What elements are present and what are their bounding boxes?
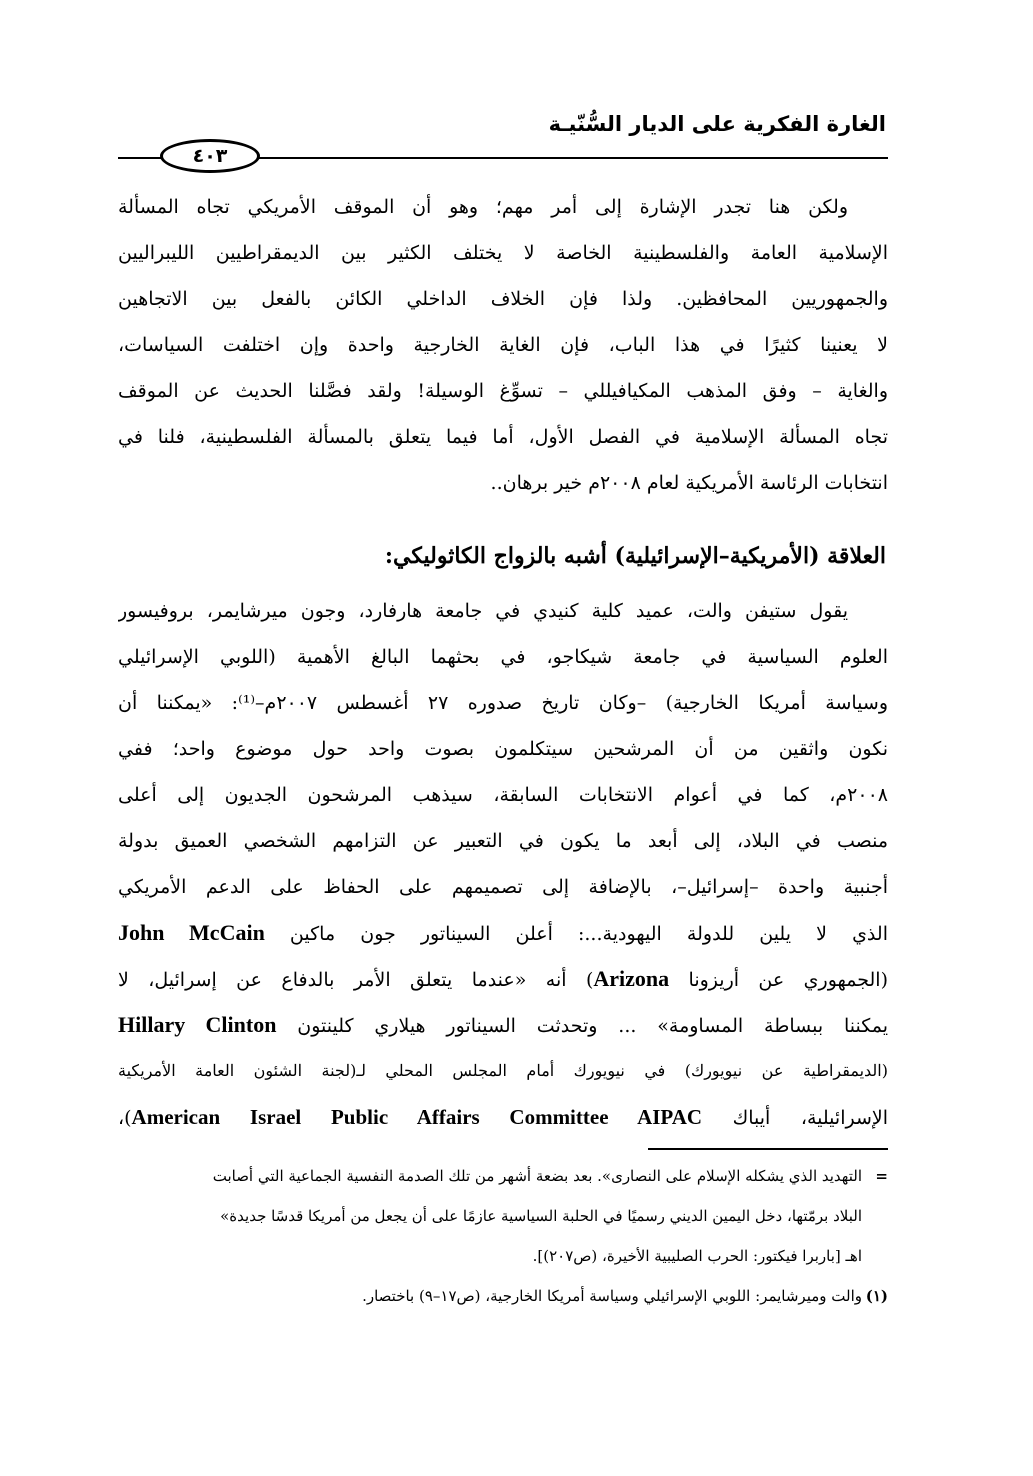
text-line: العلوم السياسية في جامعة شيكاجو، في بحثهما البالغ الأهمية (اللوبي الإسرائيلي — [118, 646, 888, 668]
text-line: تجاه المسألة الإسلامية في الفصل الأول، أما فيما يتعلق بالمسألة الفلسطينية، فلنا في — [118, 426, 888, 448]
text-line: ولكن هنا تجدر الإشارة إلى أمر مهم؛ وهو أن الموقف الأمريكي تجاه المسألة — [118, 196, 848, 218]
footnote-text: اهـ [باربرا فيكتور: الحرب الصليبية الأخيرة، (ص٢٠٧)]. — [532, 1247, 862, 1265]
footnote-line — [118, 1236, 888, 1276]
footnote-text: والت وميرشايمر: اللوبي الإسرائيلي وسياسة أمريكا الخارجية، (ص١٧–٩) باختصار. — [362, 1287, 862, 1305]
text-line: الإسلامية العامة والفلسطينية الخاصة لا يختلف الكثير بين الديمقراطيين الليبراليين — [118, 242, 888, 264]
footnote-text: البلاد برمّتها، دخل اليمين الديني رسميًا في الحلبة السياسية عازمًا على أن يجعل من أمريكا قدسًا جديدة» — [220, 1207, 862, 1225]
text-line-mixed — [118, 956, 888, 1002]
text-line: يقول ستيفن والت، عميد كلية كنيدي في جامعة هارفارد، وجون ميرشايمر، بروفيسور — [118, 600, 848, 622]
text-segment: الإسرائيلية، أيباك — [732, 1107, 888, 1129]
paragraph-intro — [118, 184, 888, 506]
text-line: لا يعنينا كثيرًا في هذا الباب، فإن الغاية الخارجية واحدة وإن اختلفت السياسات، — [118, 334, 888, 356]
text-segment: )، — [118, 1107, 132, 1129]
text-line: نكون واثقين من أن المرشحين سيتكلمون بصوت واحد حول موضوع واحد؛ ففي — [118, 738, 888, 760]
footnote-marker: (١) — [865, 1287, 888, 1305]
footnote-line — [118, 1196, 888, 1236]
latin-name: Hillary Clinton — [118, 1012, 277, 1037]
footnotes — [118, 1156, 888, 1316]
latin-name: American Israel Public Affairs Committee AIPAC — [131, 1105, 703, 1129]
text-line-mixed — [118, 1002, 888, 1048]
text-segment: يمكننا ببساطة المساومة» ... وتحدثت السيناتور هيلاري كلينتون — [297, 1015, 888, 1037]
text-line: انتخابات الرئاسة الأمريكية لعام ٢٠٠٨م خير برهان.. — [490, 472, 888, 494]
text-segment: ) أنه «عندما يتعلق الأمر بالدفاع عن إسرائيل، لا — [118, 969, 594, 991]
paragraph-quote — [118, 588, 888, 1140]
continuation-marker: = — [875, 1167, 888, 1185]
text-line-mixed — [118, 1094, 888, 1140]
footnote-text: التهديد الذي يشكله الإسلام على النصارى». بعد بضعة أشهر من تلك الصدمة النفسية الجماعية التي أصابت — [212, 1167, 862, 1185]
text-line: والغاية – وفق المذهب المكيافيللي – تسوِّغ الوسيلة! ولقد فصَّلنا الحديث عن الموقف — [118, 380, 888, 402]
text-line: ٢٠٠٨م، كما في أعوام الانتخابات السابقة، سيذهب المرشحون الجديون إلى أعلى — [118, 784, 888, 806]
running-title: الغارة الفكرية على الديار السُّنّيـة — [548, 112, 886, 136]
text-line: والجمهوريين المحافظين. ولذا فإن الخلاف الداخلي الكائن بالفعل بين الاتجاهين — [118, 288, 888, 310]
text-line: وسياسة أمريكا الخارجية) –وكان تاريخ صدوره ٢٧ أغسطس ٢٠٠٧م–⁽¹⁾: «يمكننا أن — [118, 692, 888, 714]
footnote-line — [118, 1276, 888, 1316]
text-segment: الذي لا يلين للدولة اليهودية...: أعلن السيناتور جون ماكين — [289, 923, 888, 945]
section-heading: العلاقة (الأمريكية–الإسرائيلية) أشبه بالزواج الكاثوليكي: — [384, 543, 886, 569]
latin-name: John McCain — [118, 920, 265, 945]
text-line: منصب في البلاد، إلى أبعد ما يكون في التعبير عن التزامهم الشخصي العميق بدولة — [118, 830, 888, 852]
text-line-mixed — [118, 910, 888, 956]
text-line: أجنبية واحدة –إسرائيل–، بالإضافة إلى تصميمهم على الحفاظ على الدعم الأمريكي — [118, 876, 888, 898]
footnote-line — [118, 1156, 888, 1196]
footnote-rule — [648, 1148, 888, 1150]
page-number-badge: ٤٠٣ — [160, 139, 260, 173]
latin-name: Arizona — [593, 966, 670, 991]
text-segment: (الجمهوري عن أريزونا — [688, 969, 888, 991]
text-line: (الديمقراطية عن نيويورك) في نيويورك أمام المجلس المحلي لـ(لجنة الشئون العامة الأمريكية — [118, 1061, 888, 1080]
